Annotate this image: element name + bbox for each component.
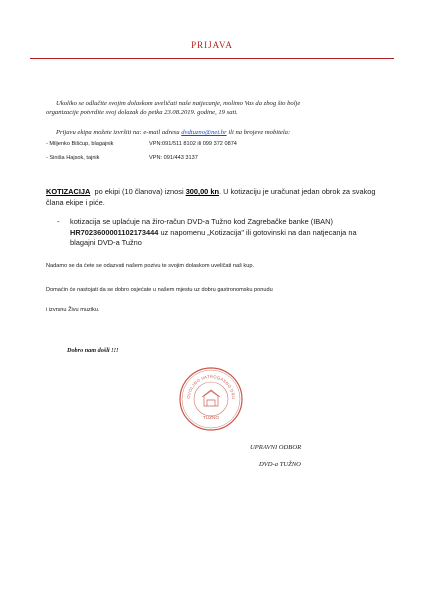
fee-text-2: . U kotizaciju je uračunat jedan obrok za svakog člana ekipe i piće. — [46, 187, 376, 207]
registration-suffix: ili na brojeve mobitela: — [228, 129, 291, 136]
contact-name: - Siniša Hajsok, tajnik — [46, 155, 100, 161]
registration-info — [56, 128, 396, 137]
stamp-bottom-text: TUŽNO — [203, 415, 219, 420]
intro-line-2: organizacije potvrdite svoj dolazak do petka 23.08.2019. godine, 19 sati. — [46, 109, 238, 116]
email-link[interactable]: dvdtuzno@net.hr — [181, 129, 227, 136]
iban-number: HR7023600001102173444 — [70, 227, 159, 237]
intro-paragraph — [46, 99, 386, 117]
contact-list — [46, 140, 386, 168]
contact-phone: VPN:091/511 8102 ili 099 372 0874 — [149, 141, 237, 147]
payment-text-1: kotizacija se uplaćuje na žiro-račun DVD-a Tužno kod Zagrebačke banke (IBAN) — [70, 217, 333, 226]
stamp-text: OVOLJNO VATROGASNO DRU — [185, 373, 237, 400]
fee-label: KOTIZACIJA — [46, 187, 91, 196]
contact-row — [46, 140, 386, 154]
fire-brigade-stamp — [178, 366, 244, 432]
fee-amount: 300,00 kn — [185, 187, 219, 196]
contact-phone: VPN: 091/443 3137 — [149, 155, 198, 161]
title-divider — [30, 58, 394, 59]
signature-line-1: UPRAVNI ODBOR — [250, 444, 302, 451]
contact-name: - Miljenko Bišćup, blagajnik — [46, 141, 114, 147]
bullet-dash: - — [57, 217, 60, 226]
stamp-emblem — [202, 390, 220, 406]
signature-line-2: DVD-a TUŽNO — [259, 461, 301, 468]
page-title: PRIJAVA — [191, 40, 233, 50]
welcome-text: Dobro nam došli !!! — [67, 347, 119, 354]
registration-text: Prijavu ekipa možete izvršiti na: e-mail adresu — [56, 129, 180, 136]
fee-paragraph — [46, 187, 381, 208]
fee-text-1: po ekipi (10 članova) iznosi — [94, 187, 184, 196]
payment-bullet — [57, 217, 380, 249]
contact-row — [46, 154, 386, 168]
intro-line-1: Ukoliko se odlučite svojim dolaskom uveličati naše natjecanje, molimo Vas da zbog što bolje — [56, 100, 301, 107]
closing-paragraph-2: Domaćin će nastojati da se dobro osjećate u našem mjestu uz dobru gastronomsku ponudu — [46, 287, 273, 293]
closing-paragraph-3: i izvrsnu Živu muziku. — [46, 307, 100, 313]
closing-paragraph-1: Nadamo se da ćete se odazvati našem pozivu te svojim dolaskom uveličati naš kup. — [46, 263, 255, 269]
payment-text-2: uz napomenu „Kotizacija" ili gotovinski na dan natjecanja na blagajni DVD-a Tužno — [70, 227, 357, 247]
